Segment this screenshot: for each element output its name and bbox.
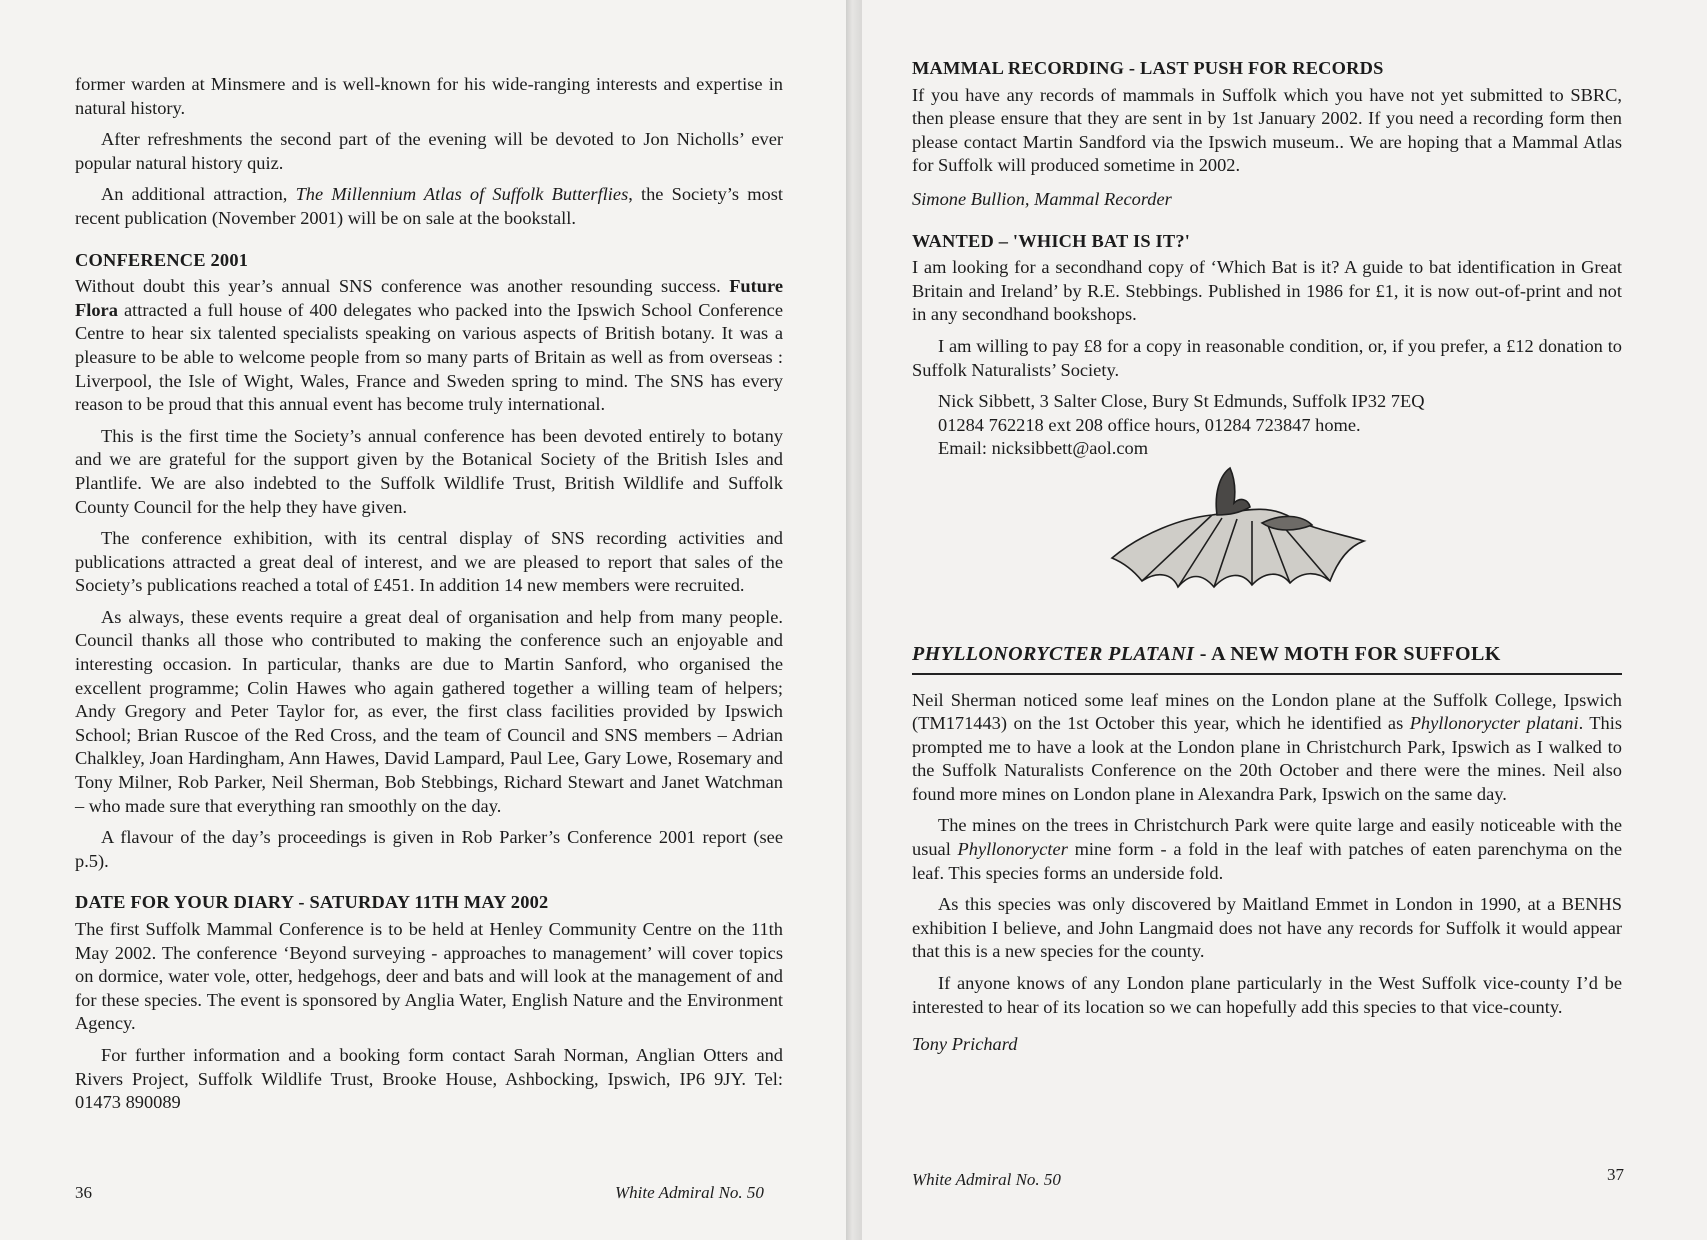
bat-heading: WANTED – 'WHICH BAT IS IT?' — [912, 230, 1191, 251]
intro-paragraph: An additional attraction, The Millennium Atlas of Suffolk Butterflies, the Society’s most recent publication (November 2001) will be on sale at the bookstall. — [75, 184, 783, 228]
right-column — [912, 57, 1622, 1063]
footer-title: White Admiral No. 50 — [912, 1170, 1061, 1189]
book-gutter — [846, 0, 862, 1240]
page-number: 36 — [75, 1183, 92, 1202]
conference-paragraph: The conference exhibition, with its central display of SNS recording activities and publications attracted a great deal of interest, and we are pleased to report that sales of the Society’s publications reached a total of £451. In addition 14 new members were recruited. — [75, 528, 783, 596]
page-number: 37 — [1607, 1165, 1624, 1184]
contact-block — [938, 390, 1622, 461]
conference-paragraph: Without doubt this year’s annual SNS conference was another resounding success. Future Flora attracted a full house of 400 delegates who packed into the Ipswich School Conference Centre to hear six talented specialists speaking on various aspects of British botany. It was a pleasure to be able to welcome people from so many parts of Britain as well as from overseas : Liverpool, the Isle of Wight, Wales, France and Sweden spring to mind. The SNS has every reason to be proud that this annual event has become truly international. — [75, 276, 783, 415]
book-title: The Millennium Atlas of Suffolk Butterflies — [295, 184, 629, 205]
moth-signature: Tony Prichard — [912, 1034, 1018, 1055]
conference-paragraph: This is the first time the Society’s annual conference has been devoted entirely to botany and we are grateful for the support given by the Botanical Society of the British Isles and Plantlife. We are also indebted to the Suffolk Wildlife Trust, British Wildlife and Suffolk County Council for the help they have given. — [75, 425, 783, 517]
left-column — [75, 73, 783, 1123]
contact-address: Nick Sibbett, 3 Salter Close, Bury St Edmunds, Suffolk IP32 7EQ — [938, 391, 1425, 412]
moth-paragraph: If anyone knows of any London plane particularly in the West Suffolk vice-county I’d be interested to hear of its location so we can hopefully add this species to that vice-county. — [912, 973, 1622, 1017]
moth-species-name: PHYLLONORYCTER PLATANI — [912, 642, 1195, 665]
moth-paragraph: As this species was only discovered by Maitland Emmet in London in 1990, at a BENHS exhibition I believe, and John Langmaid does not have any records for Suffolk it would appear that this is a new species for the county. — [912, 894, 1622, 962]
bat-paragraph: I am willing to pay £8 for a copy in reasonable condition, or, if you prefer, a £12 donation to Suffolk Naturalists’ Society. — [912, 335, 1622, 380]
contact-phone: 01284 762218 ext 208 office hours, 01284 723847 home. — [938, 414, 1361, 435]
footer-title: White Admiral No. 50 — [615, 1183, 764, 1202]
conference-paragraph: A flavour of the day’s proceedings is given in Rob Parker’s Conference 2001 report (see p.5). — [75, 827, 783, 871]
moth-paragraph: Neil Sherman noticed some leaf mines on the London plane at the Suffolk College, Ipswich (TM171443) on the 1st October this year, which he identified as Phyllonorycter platani. This prompted me to have a look at the London plane in Christchurch Park, Ipswich as I walked to the Suffolk Naturalists Conference on the 20th October and there were the mines. Neil also found more mines on London plane in Alexandra Park, Ipswich on the same day. — [912, 689, 1622, 804]
diary-heading: DATE FOR YOUR DIARY - SATURDAY 11TH MAY 2002 — [75, 892, 549, 913]
mammal-paragraph: If you have any records of mammals in Suffolk which you have not yet submitted to SBRC, then please ensure that they are sent in by 1st January 2002. If you need a recording form then please contact Martin Sandford via the Ipswich museum.. We are hoping that a Mammal Atlas for Suffolk will produced sometime in 2002. — [912, 84, 1622, 176]
right-page — [862, 0, 1707, 1240]
intro-paragraph: After refreshments the second part of the evening will be devoted to Jon Nicholls’ ever popular natural history quiz. — [75, 129, 783, 173]
conference-paragraph: As always, these events require a great deal of organisation and help from many people. Council thanks all those who contributed to making the conference such an enjoyable and interesting occasion. In particular, thanks are due to Martin Sanford, who organised the excellent programme; Colin Hawes who again gathered together a willing team of helpers; Andy Gregory and Peter Taylor for, as ever, the first class facilities provided by Ipswich School; Brian Ruscoe of the Red Cross, and the team of Council and SNS members – Adrian Chalkley, Joan Hardingham, Ann Hawes, David Lampard, Paul Lee, Gary Lowe, Rosemary and Tony Milner, Rob Parker, Neil Sherman, Bob Stebbings, Richard Stewart and Janet Watchman – who made sure that everything ran smoothly on the day. — [75, 606, 783, 816]
contact-email: Email: nicksibbett@aol.com — [938, 438, 1148, 459]
conference-heading: CONFERENCE 2001 — [75, 249, 249, 270]
bat-paragraph: I am looking for a secondhand copy of ‘Which Bat is it? A guide to bat identification in Great Britain and Ireland’ by R.E. Stebbings. Published in 1986 for £1, it is now out-of-print and not in any secondhand bookshops. — [912, 257, 1622, 325]
moth-paragraph: The mines on the trees in Christchurch Park were quite large and easily noticeable with the usual Phyllonorycter mine form - a fold in the leaf with patches of eaten parenchyma on the leaf. This species forms an underside fold. — [912, 815, 1623, 883]
mammal-signature: Simone Bullion, Mammal Recorder — [912, 188, 1172, 209]
moth-heading: PHYLLONORYCTER PLATANI - A NEW MOTH FOR SUFFOLK — [912, 643, 1622, 675]
future-flora-bold: Future Flora — [75, 276, 783, 320]
diary-paragraph: The first Suffolk Mammal Conference is to be held at Henley Community Centre on the 11th May 2002. The conference ‘Beyond surveying - approaches to management’ will cover topics on dormice, water vole, otter, hedgehogs, deer and bats and will look at the management of and for these species. The event is sponsored by Anglia Water, English Nature and the Environment Agency. — [75, 919, 783, 1034]
intro-paragraph: former warden at Minsmere and is well-known for his wide-ranging interests and expertise in natural history. — [75, 74, 783, 118]
mammal-heading: MAMMAL RECORDING - LAST PUSH FOR RECORDS — [912, 58, 1384, 78]
bat-illustration — [1102, 463, 1372, 613]
left-page — [0, 0, 846, 1240]
diary-paragraph: For further information and a booking form contact Sarah Norman, Anglian Otters and Rivers Project, Suffolk Wildlife Trust, Brooke House, Ashbocking, Ipswich, IP6 9JY. Tel: 01473 890089 — [75, 1044, 783, 1113]
